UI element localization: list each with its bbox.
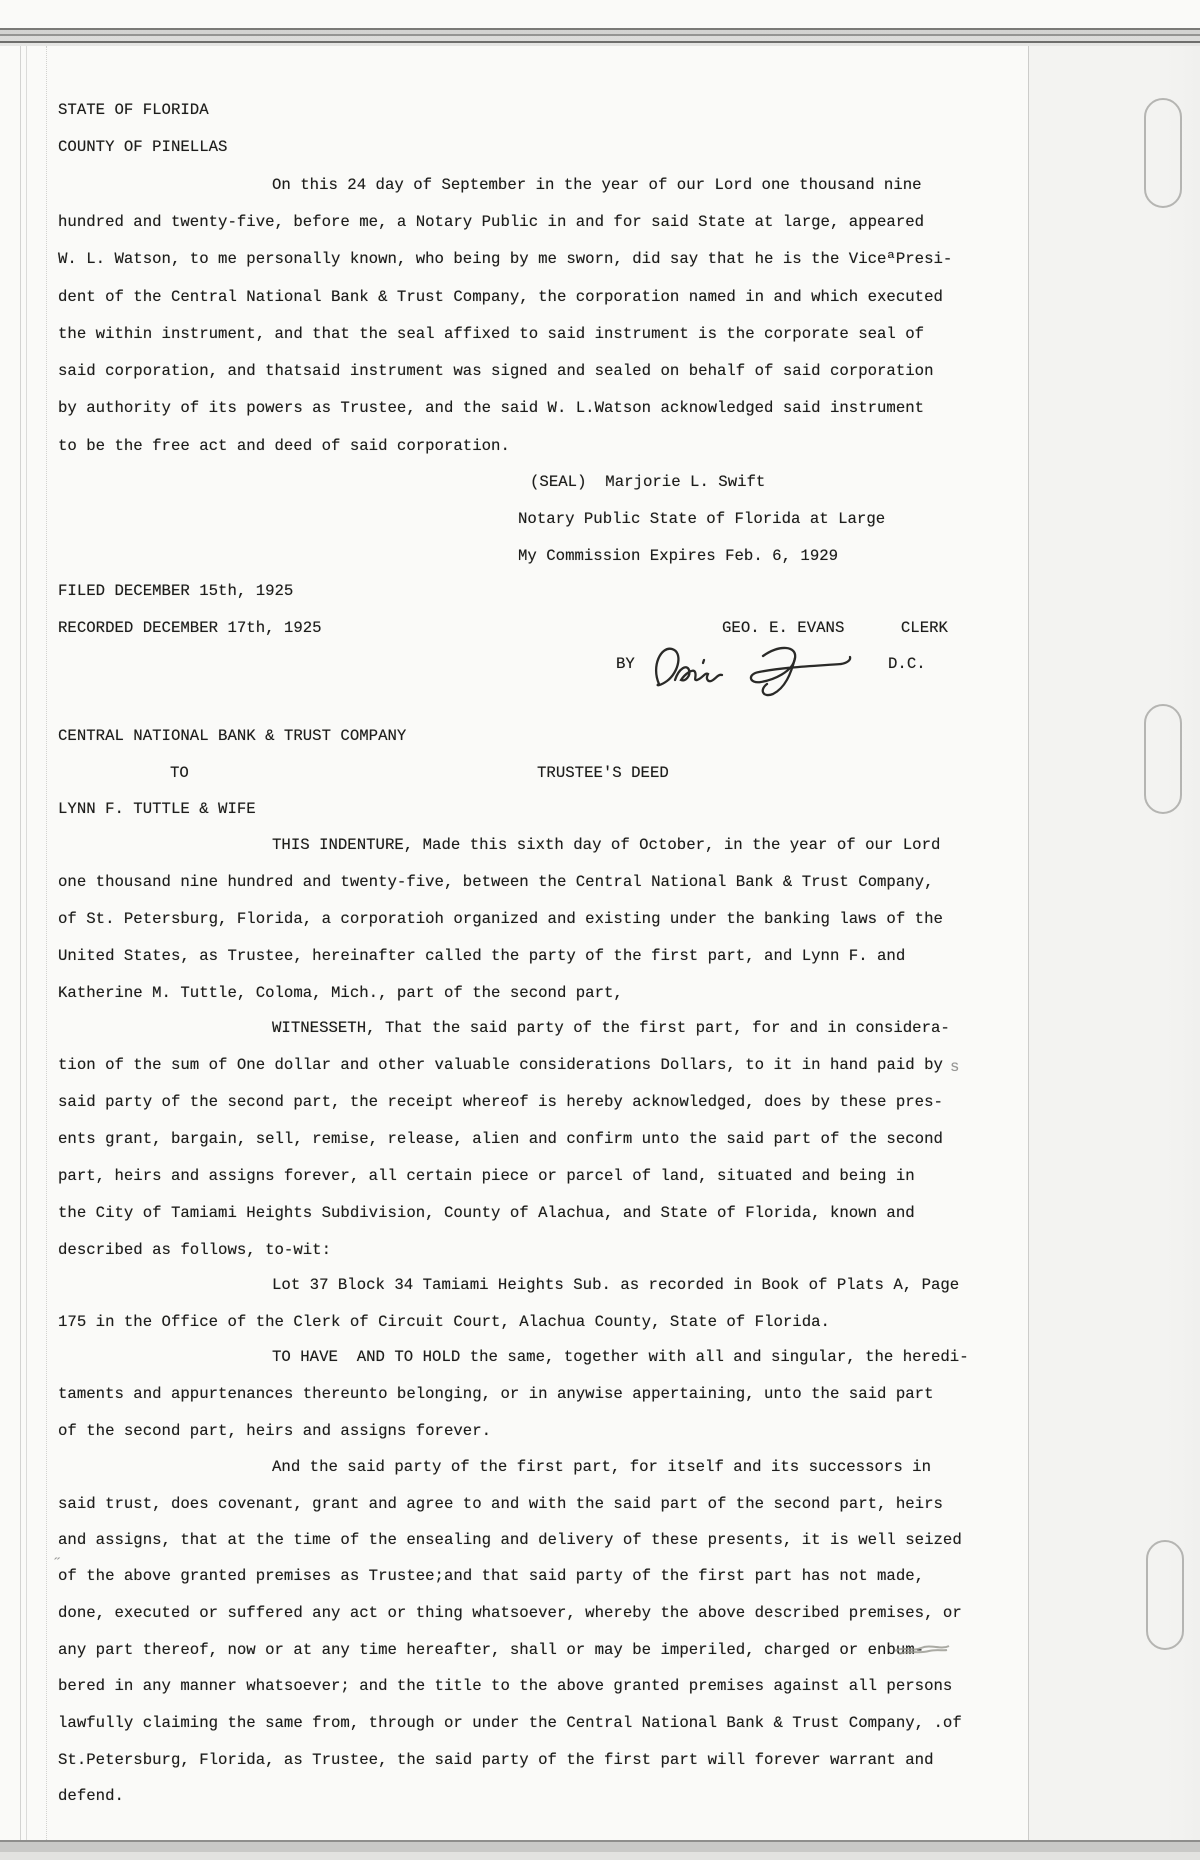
document-line: tion of the sum of One dollar and other valuable considerations Dollars, to it in hand paid by xyxy=(58,1056,943,1074)
document-line: of the second part, heirs and assigns forever. xyxy=(58,1422,492,1440)
document-line: described as follows, to-wit: xyxy=(58,1241,332,1259)
document-line: Lot 37 Block 34 Tamiami Heights Sub. as recorded in Book of Plats A, Page xyxy=(272,1276,960,1294)
document-line: LYNN F. TUTTLE & WIFE xyxy=(58,800,256,818)
left-margin-rule xyxy=(20,46,21,1840)
document-line: United States, as Trustee, hereinafter called the party of the first part, and Lynn F. and xyxy=(58,947,906,965)
document-line: said corporation, and thatsaid instrument was signed and sealed on behalf of said corporation xyxy=(58,362,934,380)
document-line: D.C. xyxy=(888,655,926,673)
document-line: TO HAVE AND TO HOLD the same, together with all and singular, the heredi- xyxy=(272,1348,969,1366)
document-line: any part thereof, now or at any time hereafter, shall or may be imperiled, charged or enbum- xyxy=(58,1641,925,1659)
punch-hole-mark xyxy=(1144,98,1182,208)
document-line: said trust, does covenant, grant and agree to and with the said part of the second part, heirs xyxy=(58,1495,943,1513)
document-line: hundred and twenty-five, before me, a Notary Public in and for said State at large, appeared xyxy=(58,213,925,231)
document-line: part, heirs and assigns forever, all certain piece or parcel of land, situated and being in xyxy=(58,1167,915,1185)
document-line: Katherine M. Tuttle, Coloma, Mich., part of the second part, xyxy=(58,984,623,1002)
pencil-squiggle-mark xyxy=(893,1642,951,1656)
document-line: bered in any manner whatsoever; and the title to the above granted premises against all persons xyxy=(58,1677,953,1695)
document-line: and assigns, that at the time of the ensealing and delivery of these presents, it is well seized xyxy=(58,1531,962,1549)
document-line: of St. Petersburg, Florida, a corporatioh organized and existing under the banking laws of the xyxy=(58,910,943,928)
document-line: TRUSTEE'S DEED xyxy=(537,764,669,782)
deputy-clerk-signature xyxy=(645,636,885,706)
document-line: defend. xyxy=(58,1787,124,1805)
bottom-border-rule xyxy=(0,1840,1200,1860)
document-line: dent of the Central National Bank & Trust Company, the corporation named in and which executed xyxy=(58,288,943,306)
document-line: THIS INDENTURE, Made this sixth day of October, in the year of our Lord xyxy=(272,836,941,854)
document-line: to be the free act and deed of said corporation. xyxy=(58,437,510,455)
document-line: ents grant, bargain, sell, remise, release, alien and confirm unto the said part of the second xyxy=(58,1130,943,1148)
document-line: STATE OF FLORIDA xyxy=(58,101,209,119)
document-line: BY xyxy=(616,655,635,673)
top-border-rule xyxy=(0,28,1200,46)
document-line: St.Petersburg, Florida, as Trustee, the said party of the first part will forever warrant and xyxy=(58,1751,934,1769)
document-line: of the above granted premises as Trustee;and that said party of the first part has not made, xyxy=(58,1567,925,1585)
document-line: FILED DECEMBER 15th, 1925 xyxy=(58,582,294,600)
document-line: by authority of its powers as Trustee, and the said W. L.Watson acknowledged said instrument xyxy=(58,399,925,417)
document-line: CENTRAL NATIONAL BANK & TRUST COMPANY xyxy=(58,727,407,745)
document-line: W. L. Watson, to me personally known, who being by me sworn, did say that he is the ViceªPresi- xyxy=(58,250,953,268)
document-line: RECORDED DECEMBER 17th, 1925 xyxy=(58,619,322,637)
document-line: the within instrument, and that the seal affixed to said instrument is the corporate seal of xyxy=(58,325,925,343)
document-line: COUNTY OF PINELLAS xyxy=(58,138,228,156)
document-line: taments and appurtenances thereunto belonging, or in anywise appertaining, unto the said part xyxy=(58,1385,934,1403)
left-edge-speckle xyxy=(46,46,48,1840)
document-line: On this 24 day of September in the year of our Lord one thousand nine xyxy=(272,176,922,194)
document-line: 175 in the Office of the Clerk of Circuit Court, Alachua County, State of Florida. xyxy=(58,1313,830,1331)
document-line: Notary Public State of Florida at Large xyxy=(518,510,886,528)
punch-hole-mark xyxy=(1146,1540,1184,1650)
document-line: one thousand nine hundred and twenty-five, between the Central National Bank & Trust Company, xyxy=(58,873,934,891)
document-line: GEO. E. EVANS CLERK xyxy=(722,619,948,637)
document-line: TO xyxy=(170,764,189,782)
document-line: done, executed or suffered any act or thing whatsoever, whereby the above described premises, or xyxy=(58,1604,962,1622)
right-margin-rule xyxy=(1028,46,1029,1840)
document-line: s xyxy=(950,1058,960,1076)
document-line: WITNESSETH, That the said party of the first part, for and in considera- xyxy=(272,1019,950,1037)
document-line: the City of Tamiami Heights Subdivision, County of Alachua, and State of Florida, known and xyxy=(58,1204,915,1222)
document-line: (SEAL) Marjorie L. Swift xyxy=(530,473,766,491)
document-line: lawfully claiming the same from, through or under the Central National Bank & Trust Company, .of xyxy=(58,1714,962,1732)
document-line: ˝ xyxy=(54,1556,64,1574)
document-line: My Commission Expires Feb. 6, 1929 xyxy=(518,547,839,565)
punch-hole-mark xyxy=(1144,704,1182,814)
document-line: And the said party of the first part, for itself and its successors in xyxy=(272,1458,931,1476)
left-margin-rule xyxy=(26,46,27,1840)
document-line: said party of the second part, the receipt whereof is hereby acknowledged, does by these pres- xyxy=(58,1093,943,1111)
